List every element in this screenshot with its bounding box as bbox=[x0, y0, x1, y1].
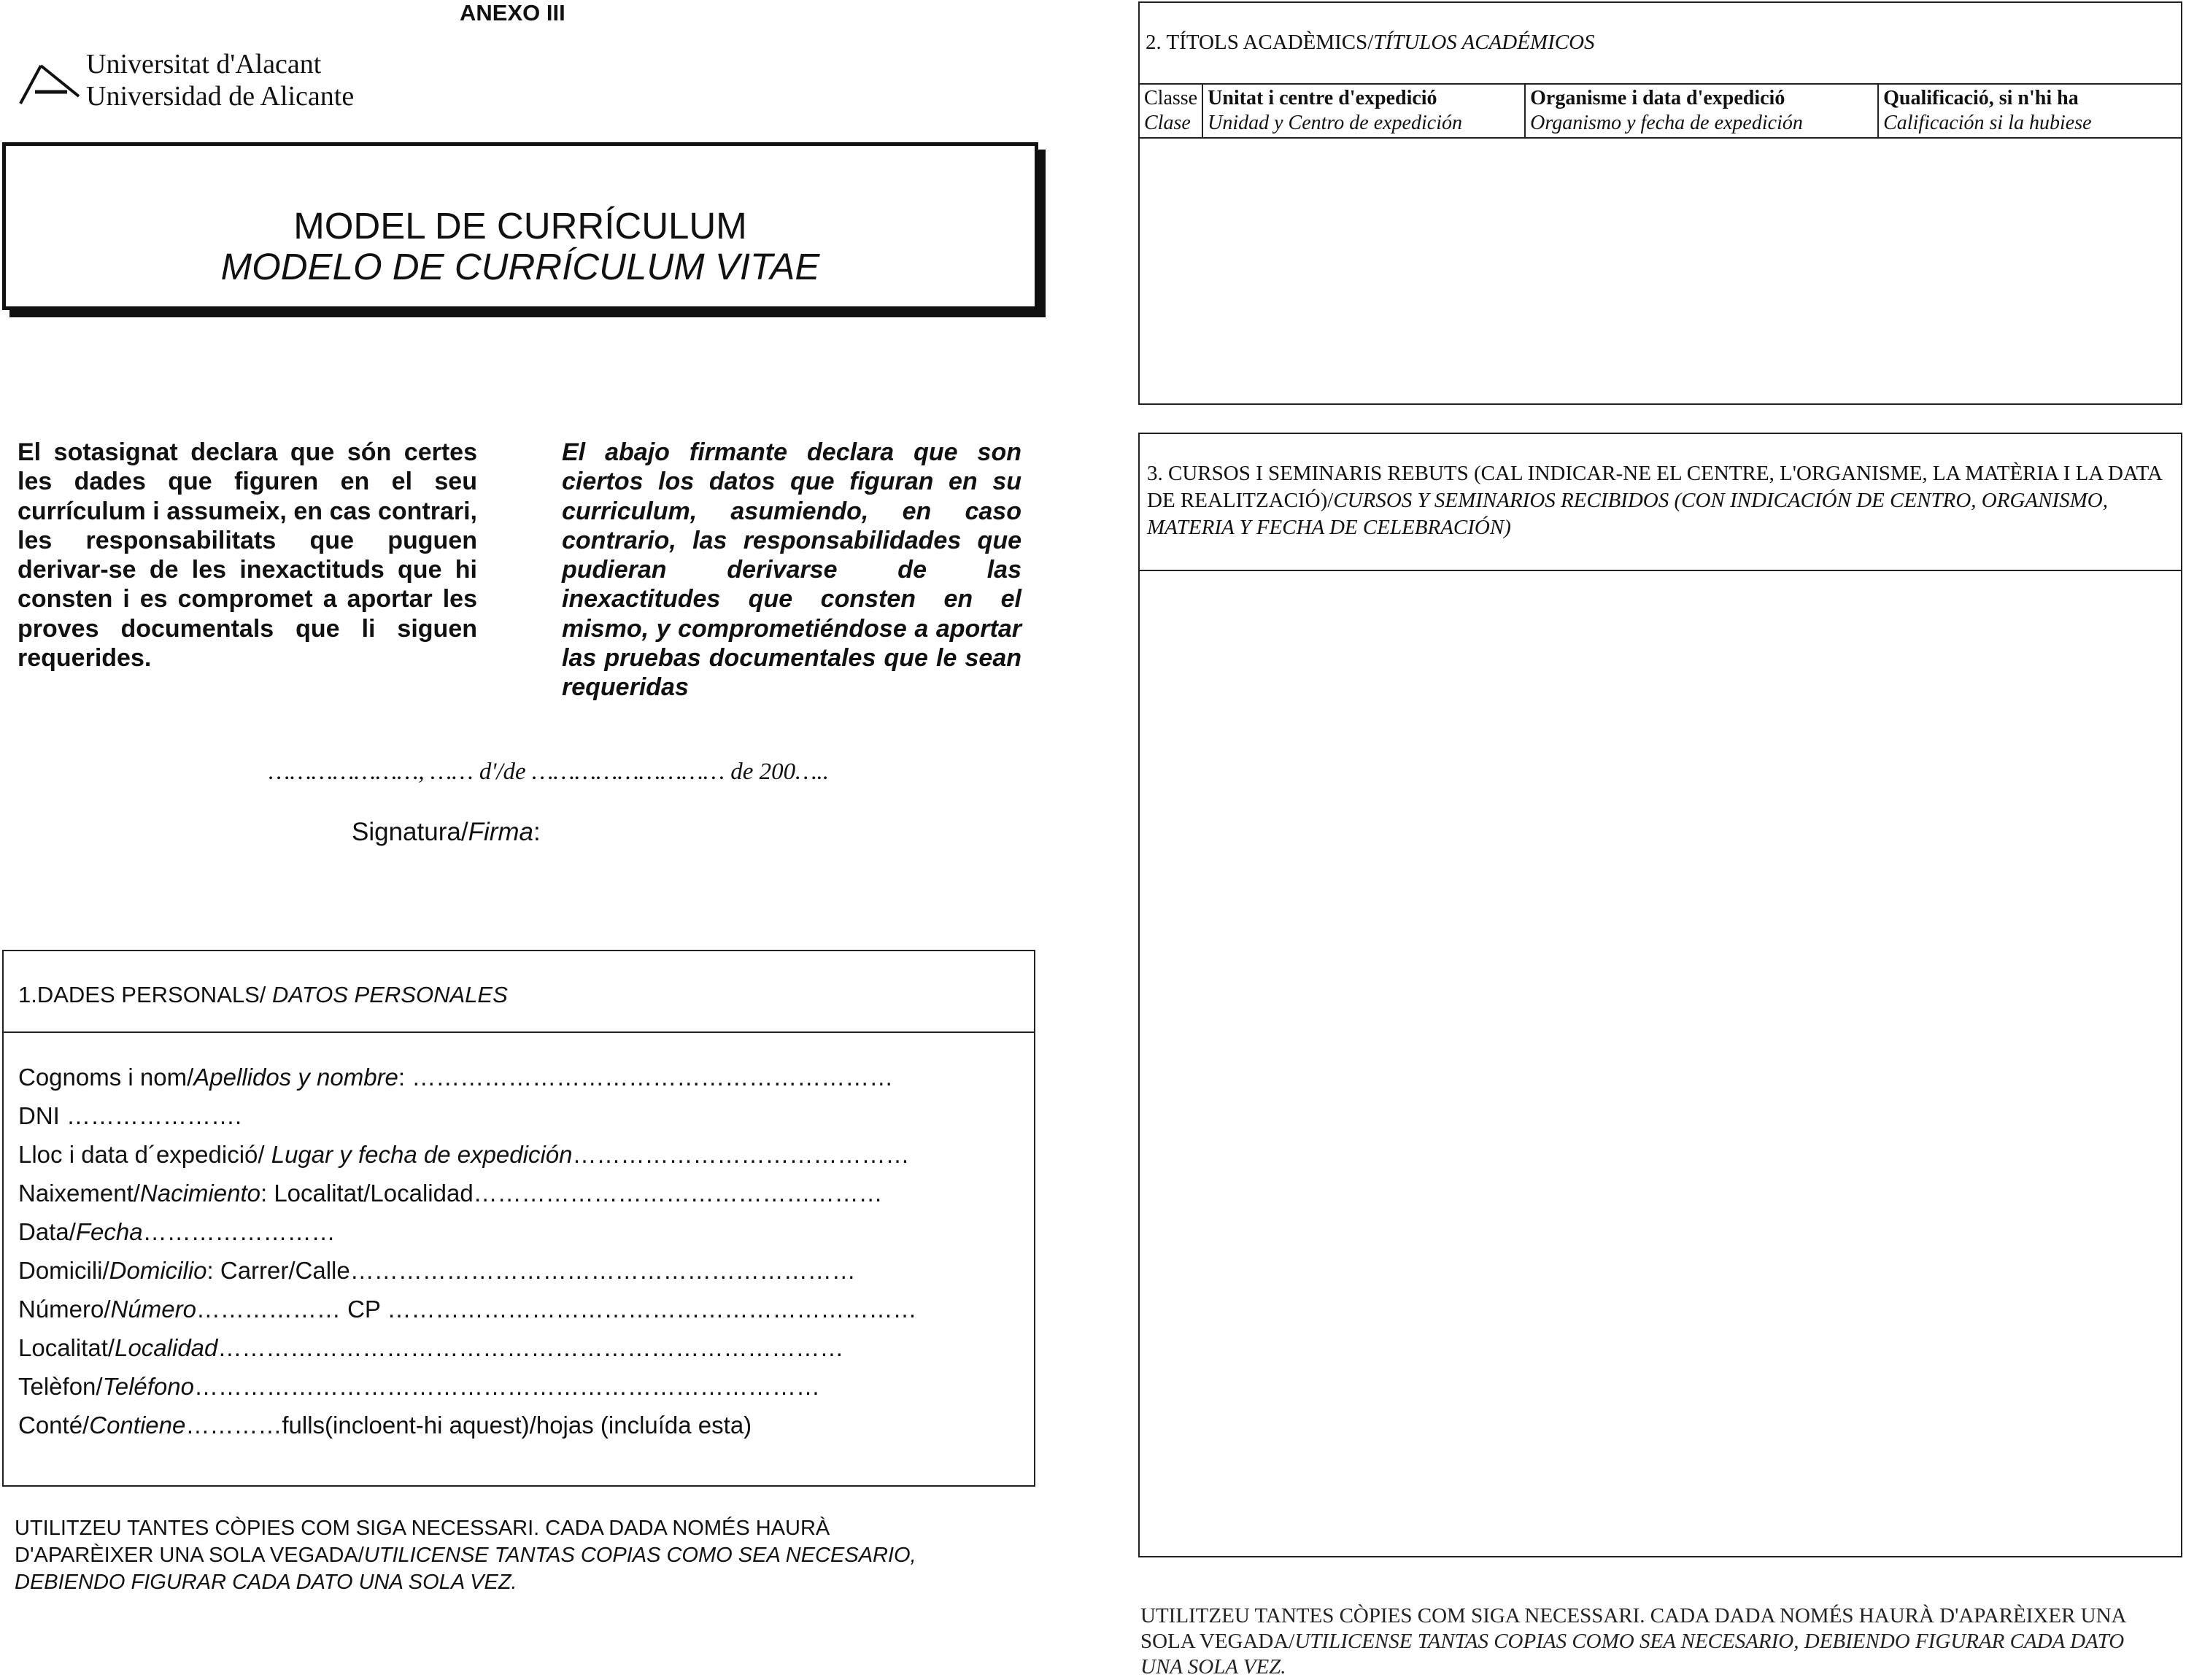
personal-data-section bbox=[2, 950, 1035, 1487]
courses-heading-ca: 3. CURSOS I SEMINARIS REBUTS (CAL INDICAR-NE EL CENTRE, L'ORGANISME, LA MATÈRIA I LA DATA DE REALITZACIÓ)/ bbox=[1147, 462, 2162, 512]
field-fill-line[interactable]: …………………………………………………………………… bbox=[194, 1373, 820, 1400]
field-fill-line[interactable]: …………………. bbox=[66, 1102, 242, 1129]
footer-right-es: UTILICENSE TANTAS COPIAS COMO SEA NECESARIO, DEBIENDO FIGURAR CADA DATO UNA SOLA VEZ. bbox=[1140, 1630, 2125, 1679]
academic-titles-heading bbox=[1146, 31, 1595, 55]
academic-titles-section bbox=[1138, 1, 2182, 405]
courses-section bbox=[1138, 433, 2182, 1557]
column-header-grade bbox=[1878, 84, 2181, 138]
field-label-es: Número bbox=[110, 1296, 196, 1323]
university-name-ca: Universitat d'Alacant bbox=[86, 49, 322, 80]
courses-heading-es: CURSOS Y SEMINARIOS RECIBIDOS (CON INDICACIÓN DE CENTRO, ORGANISMO, MATERIA Y FECHA DE CELEBRACIÓN) bbox=[1147, 489, 2108, 539]
personal-heading-ca: 1.DADES PERSONALS/ bbox=[18, 982, 273, 1007]
title-box bbox=[2, 142, 1038, 310]
academic-titles-table bbox=[1140, 83, 2181, 139]
table-header-row bbox=[1140, 84, 2181, 138]
field-fill-line[interactable]: ……………… CP ………………………………………………………… bbox=[196, 1296, 917, 1323]
column-label-es: Clase bbox=[1144, 112, 1191, 134]
field-fill-line[interactable]: …………fulls(incloent-hi aquest)/hojas (incluída esta) bbox=[185, 1412, 752, 1439]
field-label-ca: DNI bbox=[18, 1102, 66, 1129]
signature-label-ca: Signatura/ bbox=[352, 818, 468, 846]
personal-data-fields bbox=[4, 1033, 1034, 1444]
personal-field-row[interactable] bbox=[18, 1328, 1034, 1367]
field-fill-line[interactable]: …………………………………… bbox=[572, 1141, 910, 1168]
declaration-es: El abajo firmante declara que son ciertos los datos que figuran en su curriculum, asumiendo, en caso contrario, las responsabilidades que pudieran derivarse de las inexactitudes que consten en el mismo, y comprometiéndose a aportar las pruebas documentales que le sean requeridas bbox=[562, 438, 1021, 702]
personal-field-row[interactable] bbox=[18, 1251, 1034, 1290]
footer-note-right bbox=[1140, 1603, 2169, 1680]
annex-label: ANEXO III bbox=[460, 0, 565, 26]
signature-colon: : bbox=[533, 818, 541, 846]
field-label-ca: Data/ bbox=[18, 1218, 76, 1245]
column-label-es: Calificación si la hubiese bbox=[1883, 112, 2092, 134]
personal-data-heading bbox=[4, 951, 1034, 1033]
titles-heading-es: TÍTULOS ACADÉMICOS bbox=[1373, 31, 1595, 54]
date-line[interactable]: …………………, …… d'/de ……………………… de 200….. bbox=[269, 759, 830, 785]
personal-field-row[interactable] bbox=[18, 1174, 1034, 1212]
field-label-es: Teléfono bbox=[102, 1373, 194, 1400]
signature-label-es: Firma bbox=[468, 818, 533, 846]
field-label-ca: Número/ bbox=[18, 1296, 111, 1323]
column-header-unit bbox=[1202, 84, 1525, 138]
courses-heading bbox=[1140, 434, 2181, 571]
footer-right-ca: UTILITZEU TANTES CÒPIES COM SIGA NECESSARI. CADA DADA NOMÉS HAURÀ D'APARÈIXER UNA SOLA VEGADA/ bbox=[1140, 1604, 2125, 1653]
page-title-es: MODELO DE CURRÍCULUM VITAE bbox=[220, 246, 820, 287]
university-name bbox=[86, 48, 354, 112]
university-name-es: Universidad de Alicante bbox=[86, 81, 355, 112]
field-fill-line[interactable]: …………………… bbox=[142, 1218, 336, 1245]
personal-field-row[interactable] bbox=[18, 1406, 1034, 1444]
signature-label[interactable] bbox=[352, 818, 541, 847]
personal-field-row[interactable] bbox=[18, 1096, 1034, 1135]
footer-left-es: UTILICENSE TANTAS COPIAS COMO SEA NECESARIO, DEBIENDO FIGURAR CADA DATO UNA SOLA VEZ. bbox=[15, 1544, 916, 1594]
personal-field-row[interactable] bbox=[18, 1135, 1034, 1174]
field-label-es: Contiene bbox=[89, 1412, 186, 1439]
field-label-es: Apellidos y nombre bbox=[193, 1064, 398, 1091]
field-label-es: Nacimiento bbox=[139, 1180, 260, 1207]
field-label-es: Lugar y fecha de expedición bbox=[271, 1141, 573, 1168]
column-label-es: Unidad y Centro de expedición bbox=[1208, 112, 1462, 134]
personal-field-row[interactable] bbox=[18, 1290, 1034, 1328]
field-label-ca: Lloc i data d´expedició/ bbox=[18, 1141, 271, 1168]
field-label-ca: Telèfon/ bbox=[18, 1373, 103, 1400]
field-fill-line[interactable]: : Carrer/Calle……………………………………………………… bbox=[206, 1257, 856, 1284]
column-header-class bbox=[1140, 84, 1202, 138]
page-title-ca: MODEL DE CURRÍCULUM bbox=[293, 205, 747, 247]
column-label-ca: Qualificació, si n'hi ha bbox=[1883, 87, 2079, 109]
personal-field-row[interactable] bbox=[18, 1367, 1034, 1406]
field-label-ca: Naixement/ bbox=[18, 1180, 140, 1207]
field-label-es: Domicilio bbox=[109, 1257, 207, 1284]
field-label-ca: Conté/ bbox=[18, 1412, 90, 1439]
footer-left-ca: UTILITZEU TANTES CÒPIES COM SIGA NECESSARI. CADA DADA NOMÉS HAURÀ D'APARÈIXER UNA SOLA VEGADA/ bbox=[15, 1517, 830, 1567]
field-fill-line[interactable]: …………………………………………………………………… bbox=[217, 1334, 844, 1361]
column-label-ca: Organisme i data d'expedició bbox=[1530, 87, 1785, 109]
declaration-ca: El sotasignat declara que són certes les dades que figuren en el seu currículum i assumeix, en cas contrari, les responsabilitats que puguen derivar-se de les inexactituds que hi consten i es compromet a aportar les proves documentals que li siguen requerides. bbox=[18, 438, 477, 673]
column-header-organism bbox=[1525, 84, 1878, 138]
personal-heading-es: DATOS PERSONALES bbox=[272, 982, 508, 1007]
titles-heading-ca: 2. TÍTOLS ACADÈMICS/ bbox=[1146, 31, 1374, 54]
personal-field-row[interactable] bbox=[18, 1212, 1034, 1251]
field-fill-line[interactable]: : …………………………………………………… bbox=[398, 1064, 894, 1091]
field-label-ca: Cognoms i nom/ bbox=[18, 1064, 194, 1091]
courses-entry-area[interactable] bbox=[1140, 571, 2181, 1556]
field-label-es: Fecha bbox=[75, 1218, 143, 1245]
field-fill-line[interactable]: : Localitat/Localidad…………………………………………… bbox=[260, 1180, 883, 1207]
personal-field-row[interactable] bbox=[18, 1058, 1034, 1096]
field-label-es: Localidad bbox=[115, 1334, 218, 1361]
footer-note-left bbox=[15, 1515, 963, 1596]
column-label-es: Organismo y fecha de expedición bbox=[1530, 112, 1803, 134]
field-label-ca: Domicili/ bbox=[18, 1257, 109, 1284]
column-label-ca: Classe bbox=[1144, 87, 1198, 109]
field-label-ca: Localitat/ bbox=[18, 1334, 115, 1361]
university-logo-icon bbox=[16, 60, 82, 111]
column-label-ca: Unitat i centre d'expedició bbox=[1208, 87, 1437, 109]
